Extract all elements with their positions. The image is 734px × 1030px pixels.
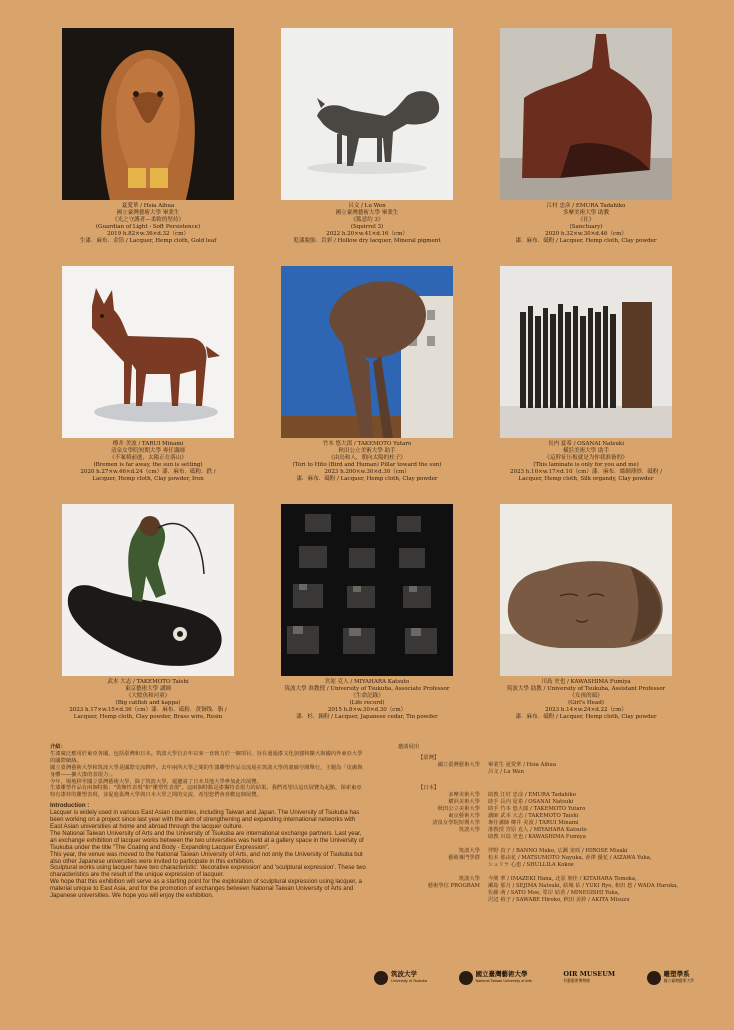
participant-row: 筑波大學 今関 華 / IMAZEKI Hana, 北原 朋佳 / KITAHARA Tomoka, — [458, 876, 637, 882]
title-en: (Big catfish and kappa) — [115, 700, 181, 707]
artwork-card — [500, 504, 672, 742]
artwork-card — [281, 504, 453, 742]
artist-name: 川島 史也 / KAWASHIMA Fumiya — [541, 679, 631, 685]
artwork-caption — [500, 679, 672, 722]
dimensions: 2023 h.17×w.15×d.36（cm）漆．麻布．砥粉．黄铜线．脂 / — [69, 707, 227, 714]
title-zh: 《社》 — [577, 217, 595, 224]
title-en: (Bremen is far away, the sun is setting) — [93, 462, 203, 469]
dimensions: 2023 h.14×w.24×d.22（cm） — [545, 707, 627, 714]
artwork-card — [62, 28, 234, 266]
artist-name: 江村 忠彦 / EMURA Tadahiko — [546, 203, 626, 209]
artwork-card — [500, 266, 672, 504]
artwork-caption — [281, 203, 453, 246]
title-en: (Squirrel 3) — [350, 224, 384, 231]
participant-row: 國立臺灣藝術大學 畢業生 夏愛華 / Hsia Aihua — [437, 762, 556, 768]
artwork-photo-sanctuary — [500, 28, 672, 200]
affiliation: 多摩美術大學 助教 — [562, 210, 610, 217]
affiliation: 筑波大學 准教授 / University of Tsukuba, Associate Professor — [284, 686, 450, 693]
title-en: (Sanctuary) — [569, 224, 603, 231]
affiliation: 清泉女學院短期大學 專任講師 — [111, 448, 185, 455]
title-en: (Life record) — [349, 700, 385, 707]
participant-row: 助教 川島 史也 / KAWASHIMA Fumiya — [488, 834, 586, 840]
materials: 乾漆脫胎．岩彩 / Hollow dry lacquer, Mineral pigment — [293, 238, 441, 245]
participant-row: 筑波大學 准教授 宮原 克人 / MIYAHARA Katsuto — [458, 827, 587, 833]
artwork-caption — [281, 441, 453, 484]
dimensions: 2015 h.8×w.30×d.30（cm） — [327, 707, 407, 714]
title-zh: 《光之守護者—柔軟的堅持》 — [111, 217, 185, 224]
title-zh: 《狐意約 3》 — [350, 217, 384, 224]
artwork-caption — [62, 203, 234, 246]
artwork-card — [62, 266, 234, 504]
title-zh: 《這幹征压板就是为你我准备的》 — [544, 455, 628, 462]
materials: Lacquer, Hemp cloth, Clay powder, Iron — [92, 476, 204, 483]
intro-paragraph-en: The National Taiwan University of Arts and the University of Tsukuba are international exchange partners. Last year, an exchange exhibition of lacquer works between the two universities was held at a gallery space in the University of Tsukuba under the title "The Coating and Body - Expanding Lacquer Expression". — [50, 829, 364, 851]
artwork-caption — [62, 441, 234, 484]
participant-row: 多摩美術大學 助教 江村 忠彦 / EMURA Tadahiko — [448, 792, 576, 798]
title-zh: 《女孩的頭》 — [569, 693, 603, 700]
participant-row: 清泉女學院短期大學 專任講師 樽井 美波 / TARUI Minami — [432, 820, 579, 826]
participant-row: シュリラ 心恵 / SHULLILA Kokoe — [488, 862, 574, 868]
intro-paragraph-zh: 生漆廣泛應用於東亞各國，包括臺灣和日本。筑波大學自去年以來一直致力於一個項目，旨在通過漆文化加強和擴大與國內外東亞大學的國際網絡。 — [50, 750, 363, 764]
intro-paragraph-zh: 今年，場地移至國立臺灣藝術大學，除了筑波大學，還邀請了日本其他大學參加此次展覽。 — [50, 778, 262, 785]
materials: 漆．麻布．砥粉 / Lacquer, Hemp cloth, Clay powder — [515, 714, 657, 721]
intro-paragraph-en: This year, the venue was moved to the National Taiwan University of Arts, and not only the University of Tsukuba but also other Japanese universities were invited to participate in this exhibition. — [50, 850, 363, 865]
artwork-photo-squirrel — [281, 28, 453, 200]
affiliation: 國立臺灣藝術大學 畢業生 — [335, 210, 399, 217]
artwork-caption — [500, 203, 672, 246]
materials: 漆．麻布．砥粉 / Lacquer, Hemp cloth, Clay powder — [296, 476, 438, 483]
participant-row: 呂文 / Lu Wen — [488, 769, 524, 775]
invited-heading: 邀請展出 — [398, 744, 420, 750]
affiliation: 東京藝術大學 講師 — [124, 686, 172, 693]
title-en: (Guardian of Light - Soft Persistence) — [95, 224, 201, 231]
dimensions: 2020 h.32×w.30×d.46（cm） — [545, 231, 627, 238]
tsukuba-logo: 筑波大学 University of Tsukuba — [374, 971, 427, 985]
tsukuba-emblem-icon — [374, 971, 388, 985]
title-zh: 《生命記錄》 — [350, 693, 384, 700]
dimensions: 2023 h.10×w.17×d.10（cm）漆．麻布．絲網薄紗．砥粉 / — [510, 469, 662, 476]
artist-name: 武本 大志 / TAKEMOTO Taishi — [107, 679, 189, 685]
title-zh: 《由鳥和人，朝向太陽的柱子》 — [328, 455, 406, 462]
dimensions: 2019 h.82×w.36×d.32（cm） — [107, 231, 189, 238]
participant-row: 筑波大學 伴野 真子 / BANNO Mako, 広瀬 実咲 / HIROSE Misaki — [458, 848, 628, 854]
artwork-photo-life-record — [281, 504, 453, 676]
intro-heading-en: Introduction : — [50, 802, 90, 810]
introduction — [50, 744, 366, 900]
artwork-photo-pillar — [281, 266, 453, 438]
ntua-logo: 國立臺灣藝術大學 National Taiwan University of Arts — [459, 971, 532, 985]
artwork-caption — [62, 679, 234, 722]
artwork-photo-guardian — [62, 28, 234, 200]
artwork-caption — [281, 679, 453, 722]
oir-museum-logo: OIR MUSEUM 有藝藝術博物館 — [563, 970, 616, 983]
intro-heading-zh: 介紹： — [50, 744, 66, 750]
affiliation: 國立臺灣藝術大學 畢業生 — [116, 210, 180, 217]
artist-name: 樽井 美波 / TARUI Minami — [112, 441, 184, 447]
affiliation: 秋田公立美術大學 助手 — [338, 448, 396, 455]
participant-row: 東京藝術大學 講師 武本 大志 / TAKEMOTO Taishi — [448, 813, 579, 819]
artist-name: 夏愛華 / Hsia Aihua — [121, 203, 175, 209]
ntua-emblem-icon — [459, 971, 473, 985]
participant-row: 藝術專門學群 松本 那由花 / MATSUMOTO Nayuka, 會澤 優花 / AIZAWA Yuka, — [448, 855, 652, 861]
artwork-photo-bremen — [62, 266, 234, 438]
title-en: (Girl's Head) — [568, 700, 604, 707]
affiliation: 横浜美術大學 助手 — [562, 448, 610, 455]
title-zh: 《大鯰魚和河童》 — [125, 693, 171, 700]
invited-artists — [398, 744, 698, 904]
artwork-card — [500, 28, 672, 266]
artwork-caption — [500, 441, 672, 484]
materials: 生漆．麻布．金箔 / Lacquer, Hemp cloth, Gold leaf — [79, 238, 217, 245]
title-en: (This laminate is only for you and me) — [533, 462, 639, 469]
affiliation: 筑波大學 助教 / University of Tsukuba, Assistant Professor — [506, 686, 666, 693]
materials: Lacquer, Hemp cloth, Silk organdy, Clay powder — [518, 476, 654, 483]
info-section — [50, 744, 694, 1024]
sponsor-logos — [374, 966, 694, 990]
intro-paragraph-zh: 國立臺灣藝術大學和筑波大學是國際交流夥伴。去年兩所大學之間的生漆雕塑作品交流展在筑波大學的畫廊空間舉行，主題為「皮膚與身體——擴大漆的表現力」。 — [50, 764, 363, 778]
materials: Lacquer, Hemp cloth, Clay powder, Brass wire, Resin — [73, 714, 223, 721]
materials: 漆．杉．錫粉 / Lacquer, Japanese cedar, Tin powder — [296, 714, 438, 721]
dimensions: 2020 h.27×w.46×d.24（cm）漆．麻布．砥粉．鉄 / — [80, 469, 216, 476]
intro-paragraph-en: We hope that this exhibition will serve as a starting point for the exploration of sculptural expression using lacquer, a material unique to East Asia, and for the promotion of exchanges between National Taiwan University of Arts and Japanese universities. We hope you will enjoy the exhibition. — [50, 878, 362, 900]
artist-name: 呂文 / Lu Wen — [348, 203, 386, 209]
sculpture-dept-logo: 雕塑學系 國立臺灣藝術大學 — [647, 971, 694, 985]
intro-paragraph-zh: 生漆雕塑作品有兩個特點："裝飾性表現"和"雕塑性表現"。這兩個特點是漆獨特表現力的結果。我們希望以這次展覽為起點，探索東亞特有漆材的雕塑表現，並促進臺灣大學與日本大學之間的交流，希望您們會喜歡這個展覽。 — [50, 785, 362, 799]
participant-row: 佐藤 萌 / SATO Moe, 峯岸 結香 / MINEGISHI Yuka, — [488, 890, 620, 896]
sculpture-dept-emblem-icon — [647, 971, 661, 985]
participant-row: 藝術學位 PROGRAM 瀬島 那月 / SEJIMA Natsuki, 結城 佑 / YUKI Ryo, 和田 悠 / WADA Haruka, — [427, 883, 679, 889]
artist-name: 竹本 悠大郎 / TAKEMOTO Yutaro — [322, 441, 412, 447]
taiwan-label: 【臺灣】 — [418, 755, 440, 761]
artwork-card — [62, 504, 234, 742]
artwork-card — [281, 266, 453, 504]
title-en: (Tori to Hito (Bird and Human) Pillar toward the sun) — [292, 462, 442, 469]
intro-paragraph-en: Sculptural works using lacquer have two characteristic: 'decorative expression' and 'sculptural expression'. These two characteristics are the result of the unique expression of lacquer. — [50, 864, 366, 879]
participant-row: 沢辺 裕子 / SAWABE Hiroko, 秋田 美鈴 / AKITA Misuzu — [488, 897, 630, 903]
intro-paragraph-en: Lacquer is widely used in various East Asian countries, including Taiwan and Japan. The University of Tsukuba has been working on a project since last year with the aim of strengthening and expanding international networks with East Asian universities at home and abroad through the lacquer culture. — [50, 809, 360, 830]
dimensions: 2022 h.20×w.41×d.16（cm） — [326, 231, 408, 238]
artwork-photo-laminate — [500, 266, 672, 438]
dimensions: 2023 h.200×w.30×d.30（cm） — [324, 469, 410, 476]
title-zh: 《不案椅前進，太陽正在落山》 — [109, 455, 187, 462]
participant-row: 秋田公立美術大學 助手 竹本 悠大郎 / TAKEMOTO Yutaro — [437, 806, 586, 812]
artwork-grid — [62, 28, 672, 742]
artist-name: 長内 夏希 / OSANAI Natsuki — [547, 441, 624, 447]
participant-row: 横浜美術大學 助手 長内 夏希 / OSANAI Natsuki — [448, 799, 574, 805]
japan-label: 【日本】 — [418, 785, 440, 791]
materials: 漆．麻布．砥粉 / Lacquer, Hemp cloth, Clay powder — [515, 238, 657, 245]
artwork-photo-girls-head — [500, 504, 672, 676]
artist-name: 宮原 克人 / MIYAHARA Katsuto — [324, 679, 410, 685]
artwork-card — [281, 28, 453, 266]
artwork-photo-catfish — [62, 504, 234, 676]
